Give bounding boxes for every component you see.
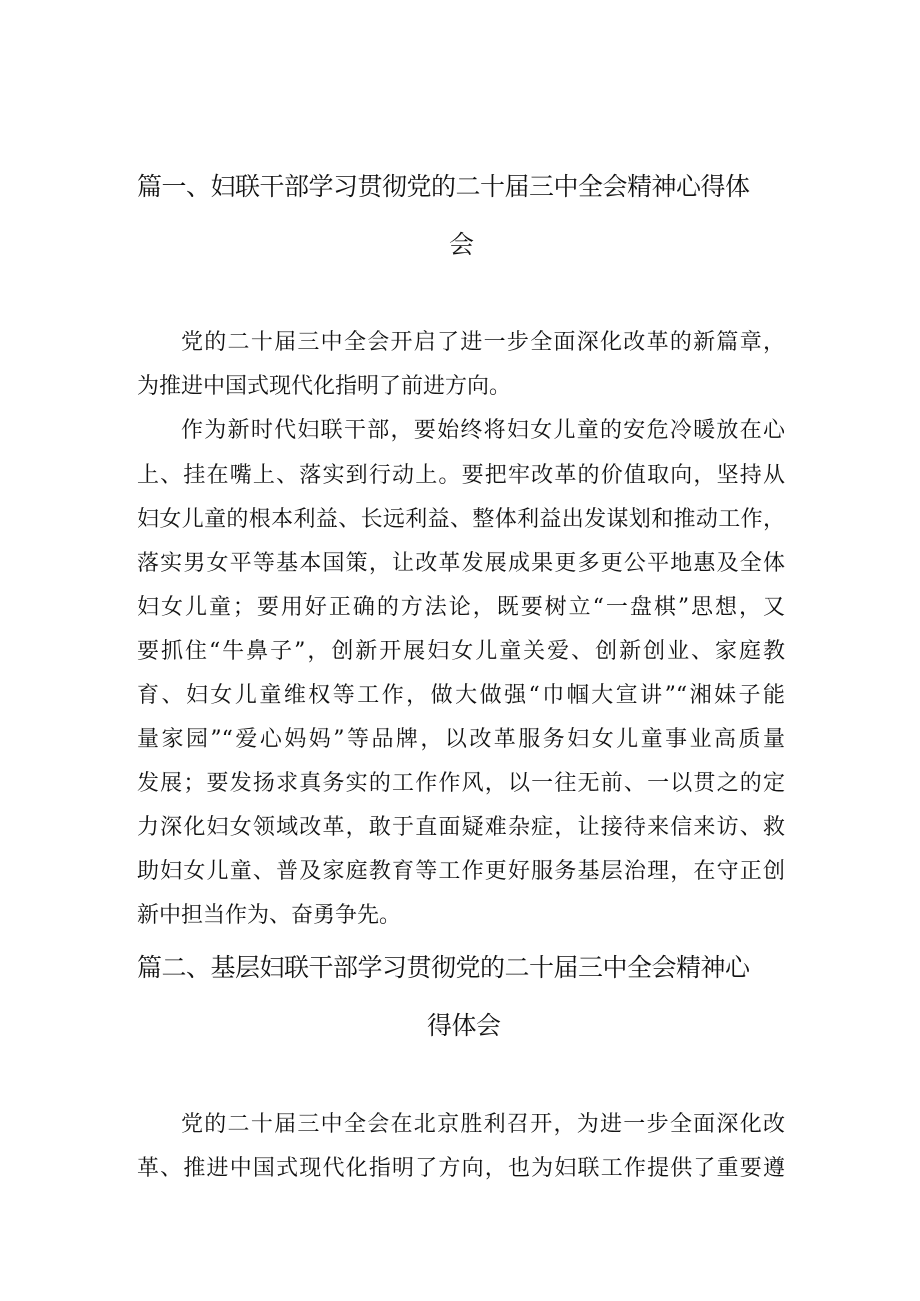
article-1-para-2-line: 发展；要发扬求真务实的工作作风，以一往无前、一以贯之的定 <box>137 771 785 796</box>
article-1-para-2-line: 妇女儿童的根本利益、长远利益、整体利益出发谋划和推动工作， <box>137 507 785 532</box>
article-1-para-2-line: 助妇女儿童、普及家庭教育等工作更好服务基层治理，在守正创 <box>137 859 785 884</box>
article-1-para-1-line: 党的二十届三中全会开启了进一步全面深化改革的新篇章， <box>181 330 785 355</box>
article-2-title-line-1: 篇二、基层妇联干部学习贯彻党的二十届三中全会精神心 <box>137 953 750 982</box>
article-1-para-2-line: 量家园”“爱心妈妈”等品牌，以改革服务妇女儿童事业高质量 <box>137 727 785 752</box>
article-1-para-2-line: 作为新时代妇联干部，要始终将妇女儿童的安危冷暖放在心 <box>181 418 785 443</box>
article-2-para-1-line: 革、推进中国式现代化指明了方向，也为妇联工作提供了重要遵 <box>137 1156 785 1181</box>
article-2-para-1-line: 党的二十届三中全会在北京胜利召开，为进一步全面深化改 <box>181 1112 785 1137</box>
article-2-title-line-2: 得体会 <box>427 1011 501 1040</box>
article-1-para-2-line: 育、妇女儿童维权等工作，做大做强“巾帼大宣讲”“湘妹子能 <box>137 683 785 708</box>
article-1-para-2-line: 落实男女平等基本国策，让改革发展成果更多更公平地惠及全体 <box>137 551 785 576</box>
article-1-para-2-line: 力深化妇女领域改革，敢于直面疑难杂症，让接待来信来访、救 <box>137 815 785 840</box>
article-1-para-2-line: 新中担当作为、奋勇争先。 <box>137 903 402 928</box>
article-1-para-2-line: 妇女儿童；要用好正确的方法论，既要树立“一盘棋”思想，又 <box>137 595 785 620</box>
article-1-title-line-1: 篇一、妇联干部学习贯彻党的二十届三中全会精神心得体 <box>137 172 750 201</box>
article-1-para-2-line: 要抓住“牛鼻子”，创新开展妇女儿童关爱、创新创业、家庭教 <box>137 639 785 664</box>
article-1-para-1-line: 为推进中国式现代化指明了前进方向。 <box>137 374 512 399</box>
article-1-para-2-line: 上、挂在嘴上、落实到行动上。要把牢改革的价值取向，坚持从 <box>137 463 785 488</box>
article-1-title-line-2: 会 <box>449 230 474 259</box>
